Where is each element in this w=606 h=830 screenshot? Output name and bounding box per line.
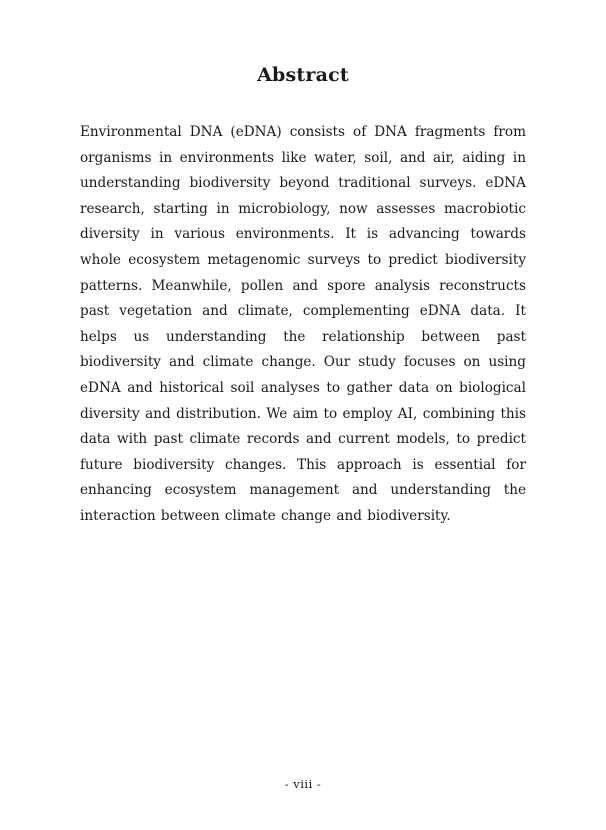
abstract-title: Abstract <box>257 64 349 86</box>
page-number: - viii - <box>284 777 322 791</box>
abstract-paragraph: Environmental DNA (eDNA) consists of DNA fragments from organisms in environments like water, soil, and air, aiding in understanding biodiversity beyond traditional surveys. eDNA research, starting in microbiology, now assesses macrobiotic diversity in various environments. It is advancing towards whole ecosystem metagenomic surveys to predict biodiversity patterns. Meanwhile, pollen and spore analysis reconstructs past vegetation and climate, complementing eDNA data. It helps us understanding the relationship between past biodiversity and climate change. Our study focuses on using eDNA and historical soil analyses to gather data on biological diversity and distribution. We aim to employ AI, combining this data with past climate records and current models, to predict future biodiversity changes. This approach is essential for enhancing ecosystem management and understanding the interaction between climate change and biodiversity. <box>80 124 526 524</box>
